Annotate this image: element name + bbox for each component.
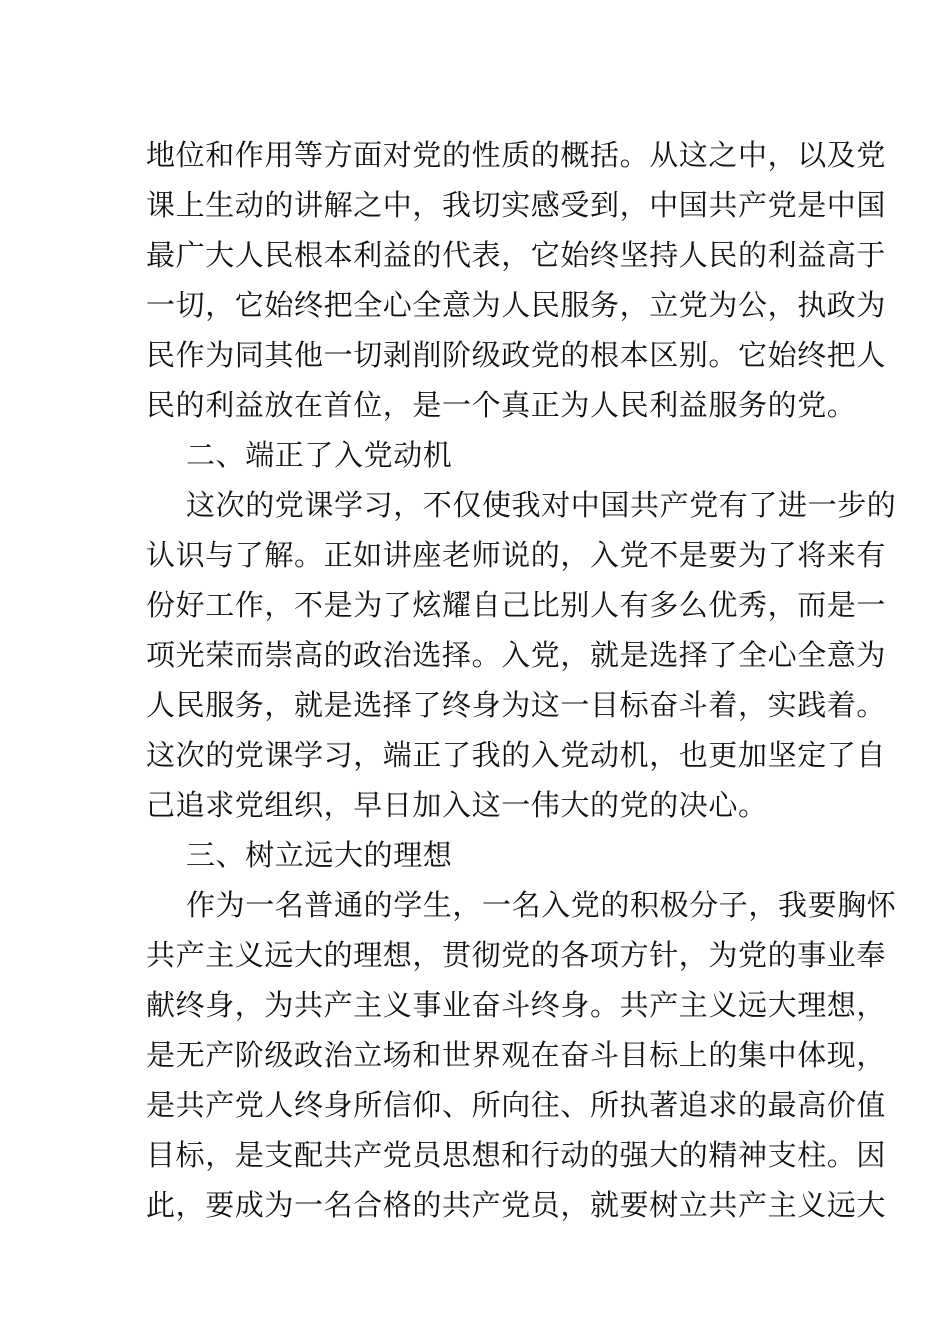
text-line: 人民服务，就是选择了终身为这一目标奋斗着，实践着。 [146,688,887,722]
text-line: 献终身，为共产主义事业奋斗终身。共产主义远大理想， [146,988,887,1022]
text-line: 民作为同其他一切剥削阶级政党的根本区别。它始终把人 [146,338,887,372]
text-line: 最广大人民根本利益的代表，它始终坚持人民的利益高于 [146,238,887,272]
section-heading: 三、树立远大的理想 [186,838,453,872]
text-line: 地位和作用等方面对党的性质的概括。从这之中，以及党 [146,138,887,172]
text-line: 此，要成为一名合格的共产党员，就要树立共产主义远大 [146,1188,887,1222]
text-line: 课上生动的讲解之中，我切实感受到，中国共产党是中国 [146,188,887,222]
text-line: 这次的党课学习，不仅使我对中国共产党有了进一步的 [186,488,897,522]
text-line: 份好工作，不是为了炫耀自己比别人有多么优秀，而是一 [146,588,887,622]
text-line: 认识与了解。正如讲座老师说的，入党不是要为了将来有 [146,538,887,572]
text-line: 一切，它始终把全心全意为人民服务，立党为公，执政为 [146,288,887,322]
text-line: 是共产党人终身所信仰、所向往、所执著追求的最高价值 [146,1088,887,1122]
text-line: 己追求党组织，早日加入这一伟大的党的决心。 [146,788,768,822]
text-line: 目标，是支配共产党员思想和行动的强大的精神支柱。因 [146,1138,887,1172]
text-line: 是无产阶级政治立场和世界观在奋斗目标上的集中体现， [146,1038,887,1072]
text-line: 作为一名普通的学生，一名入党的积极分子，我要胸怀 [186,888,897,922]
section-heading: 二、端正了入党动机 [186,438,453,472]
text-line: 共产主义远大的理想，贯彻党的各项方针，为党的事业奉 [146,938,887,972]
body-text [146,130,897,1230]
text-line: 项光荣而崇高的政治选择。入党，就是选择了全心全意为 [146,638,887,672]
text-line: 这次的党课学习，端正了我的入党动机，也更加坚定了自 [146,738,887,772]
text-line: 民的利益放在首位，是一个真正为人民利益服务的党。 [146,388,857,422]
